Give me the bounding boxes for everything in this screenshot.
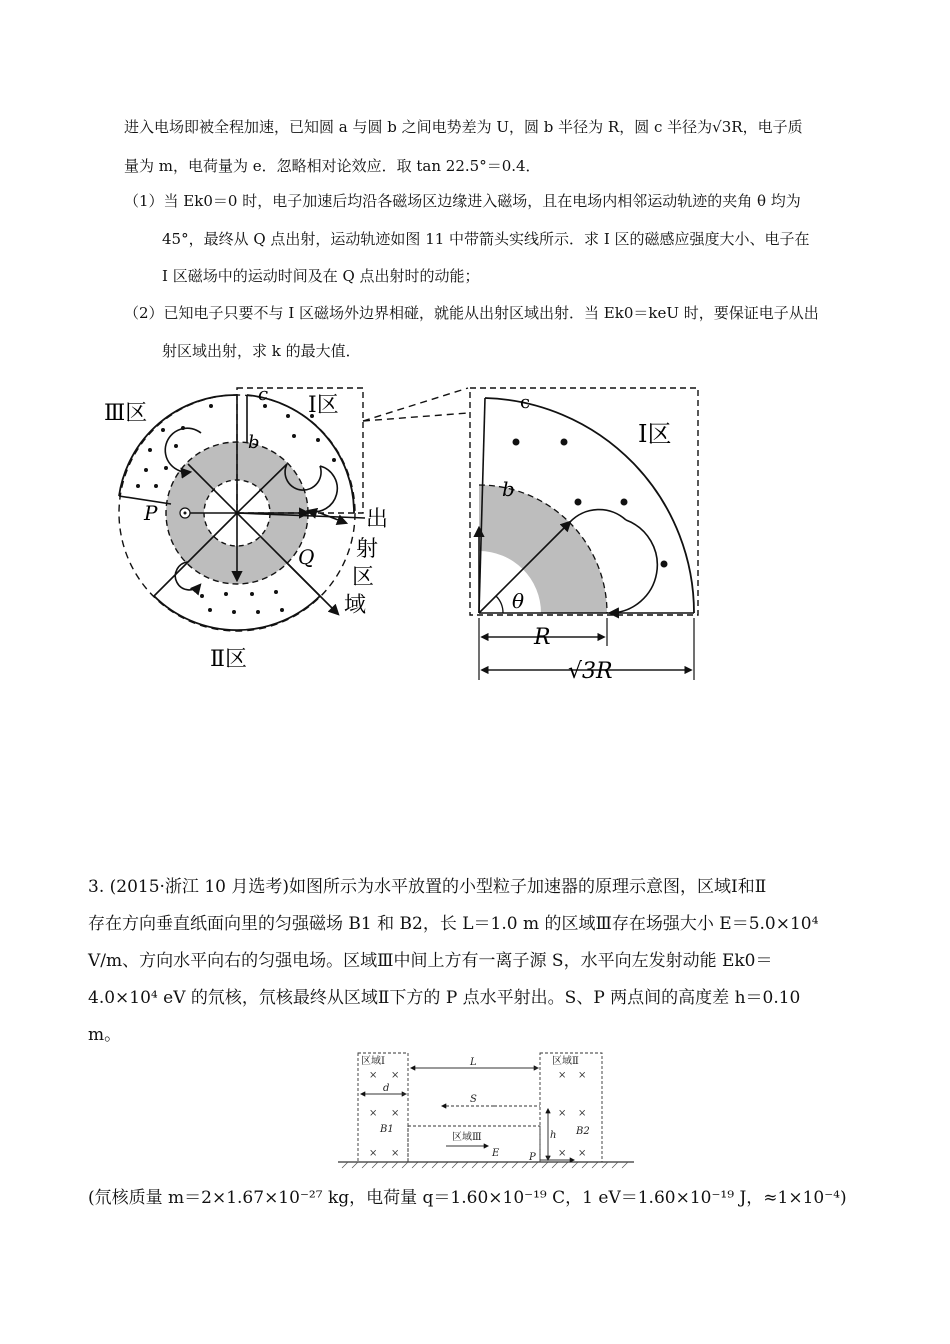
zoom-label-theta: θ: [512, 589, 525, 613]
svg-text:×: ×: [578, 1070, 587, 1081]
question2-line1: （2）已知电子只要不与 I 区磁场外边界相碰，就能从出射区域出射．当 Ek0＝keU 时，要保证电子从出: [124, 304, 819, 322]
label-zone2: Ⅱ区: [210, 647, 247, 672]
label-region1: 区域Ⅰ: [361, 1056, 385, 1067]
problem3-line2: 存在方向垂直纸面向里的匀强磁场 B1 和 B2，长 L＝1.0 m 的区域Ⅲ存在场强大小 E＝5.0×10⁴: [88, 914, 819, 934]
svg-text:×: ×: [369, 1070, 378, 1081]
svg-text:×: ×: [578, 1148, 587, 1159]
label-region2: 区域Ⅱ: [552, 1056, 579, 1067]
label-S: S: [470, 1094, 477, 1105]
problem2-line2: 量为 m，电荷量为 e．忽略相对论效应．取 tan 22.5°＝0.4．: [124, 157, 541, 175]
label-B1: B1: [380, 1124, 394, 1135]
problem3-footer: (氘核质量 m＝2×1.67×10⁻²⁷ kg，电荷量 q＝1.60×10⁻¹⁹ C，1 eV＝1.60×10⁻¹⁹ J，≈1×10⁻⁴): [88, 1188, 847, 1208]
label-d: d: [383, 1083, 390, 1094]
label-Q: Q: [298, 545, 315, 569]
label-zone3: Ⅲ区: [104, 401, 148, 426]
figure-11: [90, 378, 730, 688]
figure-accelerator: [336, 1050, 636, 1175]
svg-text:×: ×: [558, 1070, 567, 1081]
label-P: P: [529, 1152, 536, 1163]
label-E: E: [492, 1148, 500, 1159]
svg-text:×: ×: [391, 1148, 400, 1159]
problem3-line3: V/m、方向水平向右的匀强电场。区域Ⅲ中间上方有一离子源 S，水平向左发射动能 Ek0＝: [88, 951, 773, 971]
svg-text:×: ×: [369, 1108, 378, 1119]
exit-char-4: 域: [344, 593, 367, 618]
svg-text:×: ×: [369, 1148, 378, 1159]
question1-line1: （1）当 Ek0＝0 时，电子加速后均沿各磁场区边缘进入磁场，且在电场内相邻运动轨迹的夹角 θ 均为: [124, 192, 801, 210]
problem2-line1: 进入电场即被全程加速，已知圆 a 与圆 b 之间电势差为 U，圆 b 半径为 R，圆 c 半径为√3R，电子质: [124, 118, 803, 136]
svg-text:×: ×: [391, 1070, 400, 1081]
svg-text:×: ×: [391, 1108, 400, 1119]
problem3-line1: 3. (2015·浙江 10 月选考)如图所示为水平放置的小型粒子加速器的原理示意图，区域Ⅰ和Ⅱ: [88, 877, 767, 897]
problem3-line5: m。: [88, 1025, 122, 1045]
question1-line3: I 区磁场中的运动时间及在 Q 点出射时的动能；: [162, 267, 480, 285]
problem3-line4: 4.0×10⁴ eV 的氘核，氘核最终从区域Ⅱ下方的 P 点水平射出。S、P 两点间的高度差 h＝0.10: [88, 988, 801, 1008]
label-L: L: [470, 1057, 477, 1068]
dimension-sqrt3R: √3R: [568, 659, 613, 684]
exit-char-2: 射: [356, 537, 379, 562]
label-zone1: Ⅰ区: [308, 393, 339, 418]
label-h: h: [550, 1130, 557, 1141]
question1-line2: 45°，最终从 Q 点出射，运动轨迹如图 11 中带箭头实线所示．求 I 区的磁感应强度大小、电子在: [162, 230, 810, 248]
label-B2: B2: [576, 1126, 590, 1137]
label-region3: 区域Ⅲ: [452, 1132, 482, 1143]
dimension-R: R: [534, 625, 551, 650]
zone2-arc: [154, 596, 320, 630]
label-b: b: [248, 432, 260, 453]
zoom-label-c: c: [520, 392, 531, 413]
svg-text:×: ×: [558, 1148, 567, 1159]
exit-char-3: 区: [352, 565, 375, 590]
svg-text:×: ×: [558, 1108, 567, 1119]
svg-text:×: ×: [578, 1108, 587, 1119]
exit-char-1: 出: [366, 507, 389, 532]
zoom-label-b: b: [502, 477, 515, 501]
label-P: P: [144, 501, 158, 525]
question2-line2: 射区域出射，求 k 的最大值．: [162, 342, 361, 360]
label-c: c: [258, 384, 269, 405]
zoom-label-zone1: Ⅰ区: [638, 420, 672, 448]
